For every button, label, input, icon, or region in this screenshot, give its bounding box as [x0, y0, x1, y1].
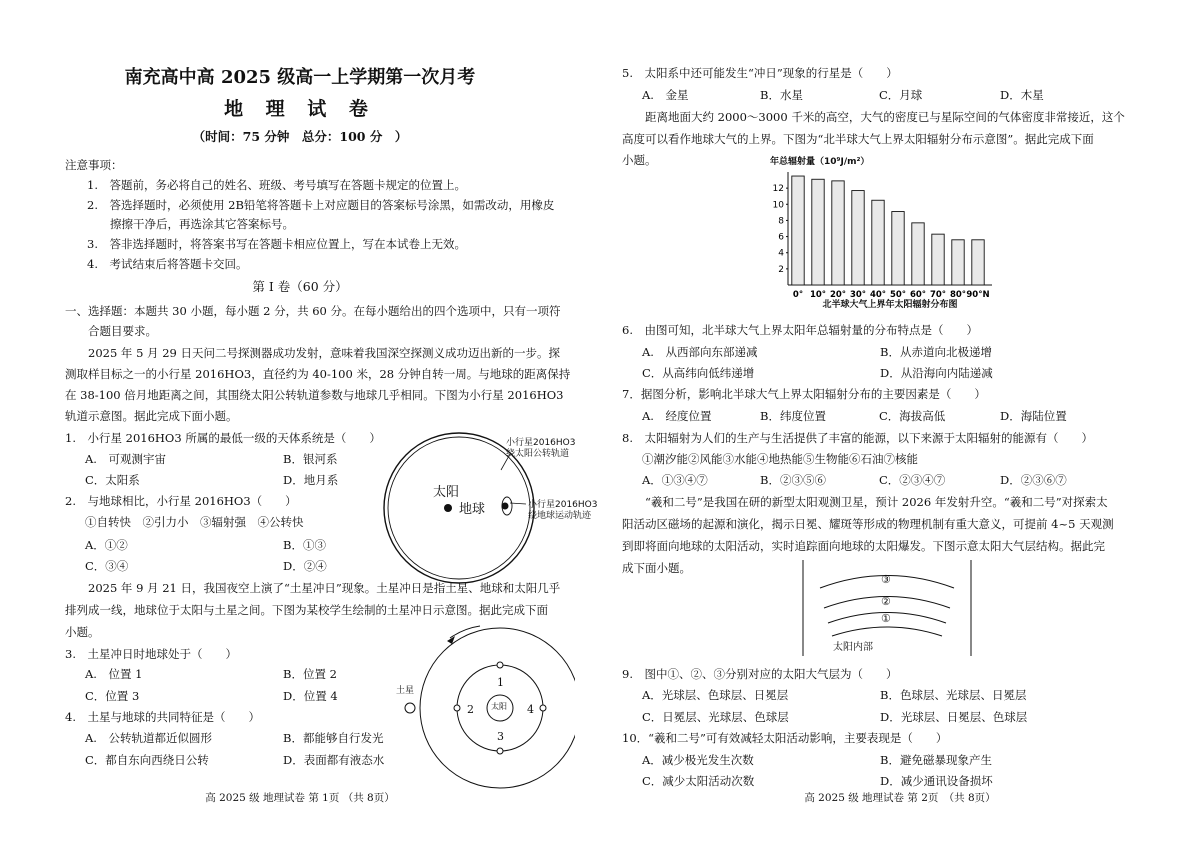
question-2-stem: 2. 与地球相比，小行星 2016HO3（ ）: [65, 494, 297, 508]
position-label-4: 4: [527, 703, 534, 716]
question-8-stem: 8. 太阳辐射为人们的生产与生活提供了丰富的能源，以下来源于太阳辐射的能源有（ ）: [622, 431, 1093, 445]
fig1-text: 绕太阳公转轨道: [506, 449, 570, 459]
q9-option-c: C．日冕层、光球层、色球层: [642, 710, 789, 724]
q1-option-d: D．地月系: [283, 473, 339, 487]
exam-page-2: [600, 0, 1200, 847]
layer-label-1: ①: [881, 612, 891, 625]
chart-y-tick-label: 8: [778, 216, 784, 227]
q3-option-d: D．位置 4: [283, 689, 338, 703]
q1-option-c: C．太阳系: [85, 473, 140, 487]
q6-option-d: D．从沿海向内陆递减: [880, 366, 993, 380]
chart-x-tick-label: 0°: [792, 290, 804, 300]
passage-line: 高度可以看作地球大气的上界。下图为“北半球大气上界太阳辐射分布示意图”。据此完成下面: [622, 132, 1094, 146]
q5-option-a: A. 金星: [642, 88, 689, 102]
q4-option-c: C．都自东向西绕日公转: [85, 753, 209, 767]
chart-title: 北半球大气上界年太阳辐射分布图: [822, 300, 958, 310]
passage-line: 小题。: [622, 153, 657, 167]
q8-option-d: D．②③⑥⑦: [1000, 473, 1067, 487]
layer-arc: [832, 627, 942, 636]
instruction-line: 一、选择题：本题共 30 小题，每小题 2 分，共 60 分。在每小题给出的四个选项中，只有一项符: [65, 304, 561, 318]
passage-line: 到即将面向地球的太阳活动，实时追踪面向地球的太阳爆发。下图示意太阳大气层结构。据此完: [622, 539, 1105, 553]
question-3-stem: 3. 土星冲日时地球处于（ ）: [65, 647, 237, 661]
chart-y-tick-label: 10: [772, 200, 784, 211]
passage-line: “羲和二号”是我国在研的新型太阳观测卫星，预计 2026 年发射升空。“羲和二号”对探索太: [622, 495, 1108, 509]
q8-option-a: A．①③④⑦: [642, 473, 708, 487]
position-marker: [540, 705, 546, 711]
chart-x-tick-label: 90°N: [966, 290, 990, 300]
chart-x-tick-label: 70°: [929, 290, 947, 300]
q3-option-b: B．位置 2: [283, 667, 337, 681]
chart-x-tick-label: 50°: [889, 290, 907, 300]
q2-statements: ①自转快 ②引力小 ③辐射强 ④公转快: [85, 515, 304, 529]
q9-option-a: A．光球层、色球层、日冕层: [642, 688, 789, 702]
fig1-text: 小行星2016HO3: [528, 500, 598, 510]
q5-option-d: D．木星: [1000, 88, 1044, 102]
question-9-stem: 9. 图中①、②、③分别对应的太阳大气层为（ ）: [622, 667, 898, 681]
fig1-label-orbit: [506, 438, 575, 460]
q4-option-b: B．都能够自行发光: [283, 731, 384, 745]
fig1-earth-label: 地球: [459, 502, 486, 517]
q9-option-b: B．色球层、光球层、日冕层: [880, 688, 1027, 702]
chart-x-tick-label: 30°: [849, 290, 867, 300]
chart-bar: [832, 181, 844, 285]
passage-line: 在 38-100 倍月地距离之间，其围绕太阳公转轨道参数与地球几乎相同。下图为小行星 2016HO3: [65, 388, 564, 402]
position-marker: [454, 705, 460, 711]
layer-label-2: ②: [881, 595, 891, 608]
chart-bar: [872, 200, 884, 285]
fig1-text: 小行星2016HO3: [506, 438, 576, 448]
passage-line: 2025 年 5 月 29 日天问二号探测器成功发射，意味着我国深空探测义成功迈出新的一步。探: [65, 346, 560, 360]
q8-option-c: C．②③④⑦: [879, 473, 946, 487]
notice-title: 注意事项：: [65, 158, 123, 172]
q2-option-c: C．③④: [85, 559, 129, 573]
fig2-sun-label: 太阳: [491, 702, 507, 711]
position-label-1: 1: [497, 676, 504, 689]
q2-option-a: A．①②: [85, 538, 128, 552]
passage-line: 距离地面大约 2000～3000 千米的高空，大气的密度已与星际空间的气体密度非常接近，这个: [622, 110, 1125, 124]
earth-dot: [502, 503, 509, 510]
position-marker: [497, 662, 503, 668]
chart-y-tick-label: 4: [778, 248, 784, 259]
page-footer: 高 2025 级 地理试卷 第 2页 （共 8页）: [804, 792, 996, 804]
q1-option-b: B．银河系: [283, 452, 338, 466]
section-title: 第 I 卷（60 分）: [252, 279, 348, 294]
sun-dot: [444, 504, 452, 512]
saturn-label: 土星: [396, 686, 415, 696]
q6-option-c: C．从高纬向低纬递增: [642, 366, 755, 380]
fig1-label-earth-track: [528, 500, 597, 522]
q3-option-c: C．位置 3: [85, 689, 140, 703]
passage-line: 小题。: [65, 625, 100, 639]
question-5-stem: 5. 太阳系中还可能发生“冲日”现象的行星是（ ）: [622, 66, 898, 80]
q7-option-b: B．纬度位置: [760, 409, 826, 423]
passage-line: 排列成一线，地球位于太阳与土星之间。下图为某校学生绘制的土星冲日示意图。据此完成下面: [65, 603, 548, 617]
passage-line: 轨道示意图。据此完成下面小题。: [65, 409, 238, 423]
chart-x-tick-label: 20°: [829, 290, 847, 300]
position-label-3: 3: [497, 730, 504, 743]
exam-title: 南充高中高 2025 级高一上学期第一次月考: [124, 67, 476, 88]
q8-statements: ①潮汐能②风能③水能④地热能⑤生物能⑥石油⑦核能: [642, 452, 918, 466]
chart-y-axis-label: 年总辐射量（10⁹J/m²）: [770, 157, 870, 167]
solar-radiation-chart: [760, 150, 1000, 318]
chart-bar: [932, 234, 944, 285]
chart-bar: [852, 191, 864, 285]
notice-line: 1. 答题前，务必将自己的姓名、班级、考号填写在答题卡规定的位置上。: [87, 178, 466, 192]
passage-line: 2025 年 9 月 21 日，我国夜空上演了“土星冲日”现象。土星冲日是指土星、地球和太阳几乎: [65, 581, 561, 595]
q4-option-a: A. 公转轨道都近似圆形: [85, 731, 212, 745]
q10-option-c: C．减少太阳活动次数: [642, 774, 755, 788]
q6-option-b: B．从赤道向北极递增: [880, 345, 992, 359]
fig1-text: 绕地球运动轨迹: [528, 511, 592, 521]
subject-title: 地 理 试 卷: [224, 98, 376, 120]
notice-line: 擦擦干净后，再选涂其它答案标号。: [87, 217, 294, 231]
chart-x-tick-label: 40°: [869, 290, 887, 300]
sun-interior-label: 太阳内部: [833, 642, 873, 653]
q7-option-d: D．海陆位置: [1000, 409, 1067, 423]
q10-option-d: D．减少通讯设备损坏: [880, 774, 993, 788]
q5-option-b: B．水星: [760, 88, 803, 102]
chart-y-tick-label: 12: [772, 184, 784, 195]
time-info: （时间：75 分钟 总分：100 分 ）: [192, 129, 408, 144]
layer-label-3: ③: [881, 573, 891, 586]
question-6-stem: 6. 由图可知，北半球大气上界太阳年总辐射量的分布特点是（ ）: [622, 323, 978, 337]
q7-option-a: A. 经度位置: [642, 409, 712, 423]
q10-option-a: A．减少极光发生次数: [642, 753, 754, 767]
saturn-opposition-figure: [395, 620, 575, 790]
position-marker: [497, 748, 503, 754]
chart-y-tick-label: 2: [778, 264, 784, 275]
chart-x-tick-label: 10°: [809, 290, 827, 300]
chart-bar: [972, 240, 984, 285]
q2-option-b: B．①③: [283, 538, 326, 552]
passage-line: 阳活动区磁场的起源和演化，揭示日冕、耀斑等形成的物理机制有重大意义，可提前 4~5 天观测: [622, 517, 1114, 531]
question-10-stem: 10．“羲和二号”可有效减轻太阳活动影响，主要表现是（ ）: [622, 731, 948, 745]
page-footer: 高 2025 级 地理试卷 第 1页 （共 8页）: [205, 792, 395, 804]
question-1-stem: 1. 小行星 2016HO3 所属的最低一级的天体系统是（ ）: [65, 431, 381, 445]
fig1-sun-label: 太阳: [433, 485, 460, 500]
chart-bar: [792, 176, 804, 285]
question-7-stem: 7．据图分析，影响北半球大气上界太阳辐射分布的主要因素是（ ）: [622, 387, 986, 401]
chart-bar: [952, 240, 964, 285]
q2-option-d: D．②④: [283, 559, 327, 573]
instruction-line: 合题目要求。: [65, 324, 157, 338]
notice-line: 4. 考试结束后将答题卡交回。: [87, 257, 248, 271]
q5-option-c: C．月球: [879, 88, 923, 102]
passage-line: 成下面小题。: [622, 561, 691, 575]
position-label-2: 2: [467, 703, 474, 716]
passage-line: 测取样目标之一的小行星 2016HO3，直径约为 40-100 米，28 分钟自转一周。与地球的距离保持: [65, 367, 571, 381]
q6-option-a: A. 从西部向东部递减: [642, 345, 758, 359]
chart-x-tick-label: 60°: [909, 290, 927, 300]
chart-x-tick-label: 80°: [949, 290, 967, 300]
q8-option-b: B．②③⑤⑥: [760, 473, 826, 487]
q1-option-a: A. 可观测宇宙: [85, 452, 166, 466]
chart-y-tick-label: 6: [778, 232, 784, 243]
q7-option-c: C．海拔高低: [879, 409, 946, 423]
saturn-circle: [405, 703, 415, 713]
notice-line: 2. 答选择题时，必须使用 2B铅笔将答题卡上对应题目的答案标号涂黑，如需改动，用橡皮: [87, 198, 555, 212]
chart-bar: [812, 179, 824, 285]
question-4-stem: 4. 土星与地球的共同特征是（ ）: [65, 710, 260, 724]
q4-option-d: D．表面都有液态水: [283, 753, 385, 767]
q9-option-d: D．光球层、日冕层、色球层: [880, 710, 1028, 724]
q3-option-a: A. 位置 1: [85, 667, 143, 681]
notice-line: 3. 答非选择题时，将答案书写在答题卡相应位置上，写在本试卷上无效。: [87, 237, 466, 251]
chart-bar: [912, 223, 924, 285]
chart-bar: [892, 212, 904, 285]
q10-option-b: B．避免磁暴现象产生: [880, 753, 992, 767]
